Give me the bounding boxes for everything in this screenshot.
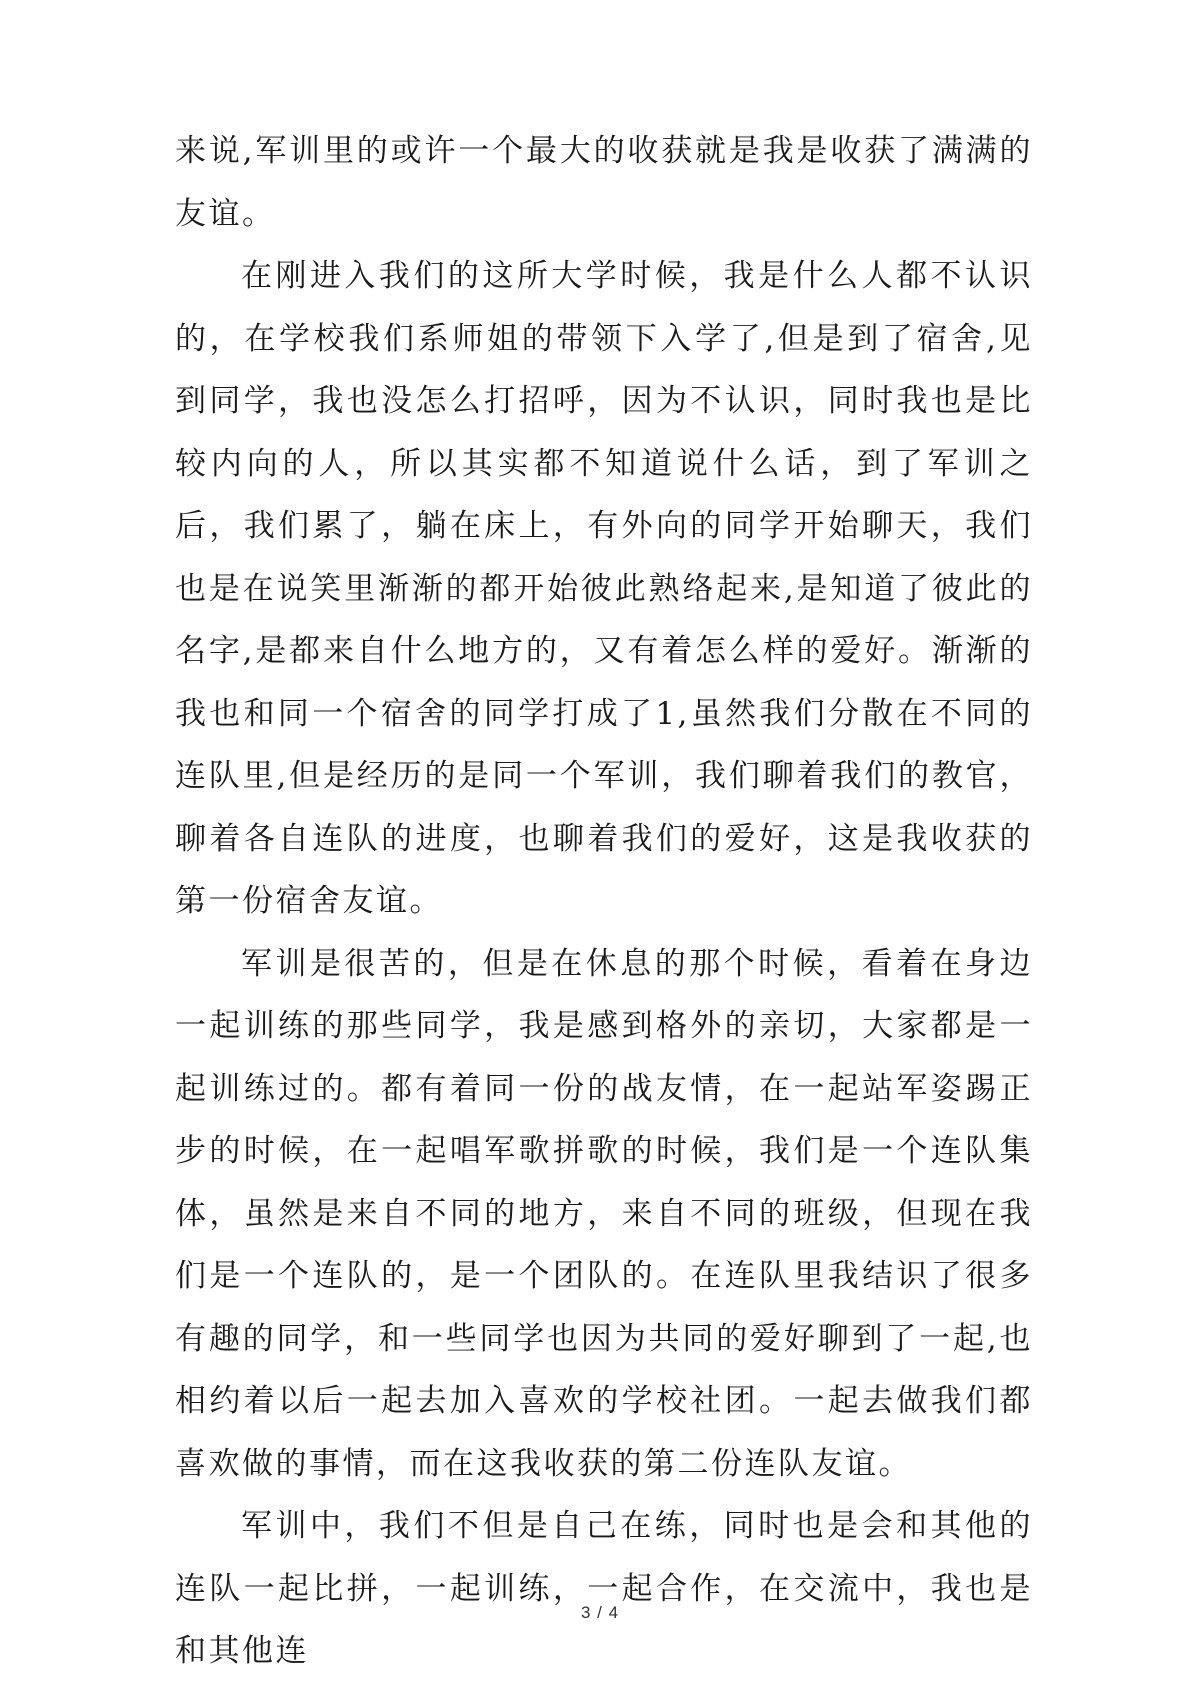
page-number: 3 / 4: [580, 1603, 620, 1622]
paragraph-4: 军训中，我们不但是自己在练，同时也是会和其他的连队一起比拼，一起训练，一起合作，在交流中，我也是和其他连: [175, 1508, 1033, 1669]
paragraph-3: 军训是很苦的，但是在休息的那个时候，看着在身边一起训练的那些同学，我是感到格外的亲切，大家都是一起训练过的。都有着同一份的战友情，在一起站军姿踢正步的时候，在一起唱军歌拼歌的时候，我们是一个连队集体，虽然是来自不同的地方，来自不同的班级，但现在我们是一个连队的，是一个团队的。在连队里我结识了很多有趣的同学，和一些同学也因为共同的爱好聊到了一起,也相约着以后一起去加入喜欢的学校社团。一起去做我们都喜欢做的事情，而在这我收获的第二份连队友谊。: [175, 945, 1033, 1482]
paragraph-2: 在刚进入我们的这所大学时候，我是什么人都不认识的，在学校我们系师姐的带领下入学了,但是到了宿舍,见到同学，我也没怎么打招呼，因为不认识，同时我也是比较内向的人，所以其实都不知道说什么话，到了军训之后，我们累了，躺在床上，有外向的同学开始聊天，我们也是在说笑里渐渐的都开始彼此熟络起来,是知道了彼此的名字,是都来自什么地方的，又有着怎么样的爱好。渐渐的我也和同一个宿舍的同学打成了1,虽然我们分散在不同的连队里,但是经历的是同一个军训，我们聊着我们的教官，聊着各自连队的进度，也聊着我们的爱好，这是我收获的第一份宿舍友谊。: [175, 258, 1033, 919]
body-text: [175, 120, 1033, 1683]
paragraph-1: 来说,军训里的或许一个最大的收获就是我是收获了满满的友谊。: [175, 133, 1033, 232]
